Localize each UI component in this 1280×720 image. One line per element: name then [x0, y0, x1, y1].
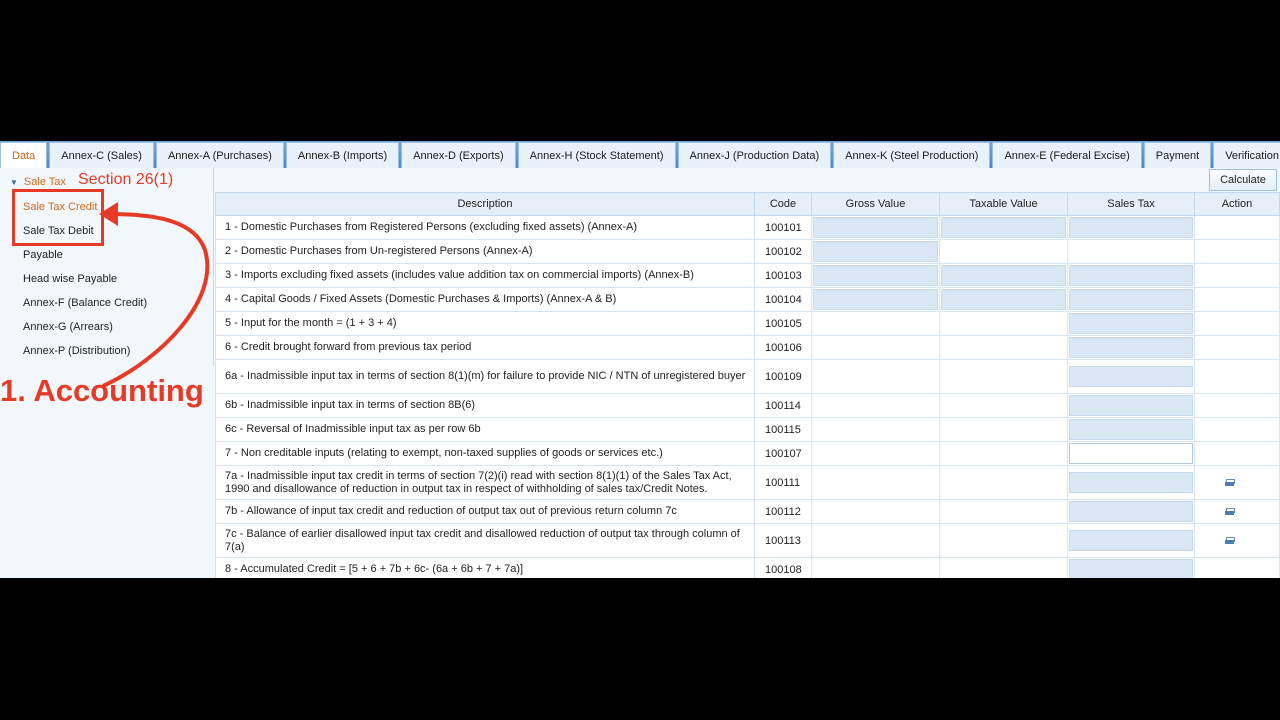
tab-annex-e-federal-excise[interactable]: Annex-E (Federal Excise) — [992, 142, 1141, 168]
tab-verification[interactable]: Verification — [1213, 142, 1280, 168]
sidebar-item-payable[interactable]: Payable — [23, 249, 63, 261]
row-description: 8 - Accumulated Credit = [5 + 6 + 7b + 6c- (6a + 6b + 7 + 7a)] — [216, 558, 755, 579]
sidebar-item-annex-g-arrears[interactable]: Annex-G (Arrears) — [23, 321, 113, 333]
row-code: 100107 — [755, 442, 812, 466]
row-code: 100104 — [755, 288, 812, 312]
column-header-sales-tax: Sales Tax — [1068, 193, 1195, 216]
tab-annex-b-imports[interactable]: Annex-B (Imports) — [286, 142, 399, 168]
tab-annex-d-exports[interactable]: Annex-D (Exports) — [401, 142, 515, 168]
row-code: 100113 — [755, 524, 812, 558]
row-description: 5 - Input for the month = (1 + 3 + 4) — [216, 312, 755, 336]
sidebar-item-annex-p-distribution[interactable]: Annex-P (Distribution) — [23, 345, 131, 357]
row-description: 6c - Reversal of Inadmissible input tax as per row 6b — [216, 418, 755, 442]
column-header-action: Action — [1195, 193, 1280, 216]
tab-annex-c-sales[interactable]: Annex-C (Sales) — [49, 142, 154, 168]
sidebar-item-sale-tax-debit[interactable]: Sale Tax Debit — [23, 225, 94, 237]
row-code: 100109 — [755, 360, 812, 394]
row-description: 2 - Domestic Purchases from Un-registered Persons (Annex-A) — [216, 240, 755, 264]
column-header-description: Description — [216, 193, 755, 216]
tab-data[interactable]: Data — [0, 142, 47, 168]
column-header-gross-value: Gross Value — [812, 193, 940, 216]
row-description: 6a - Inadmissible input tax in terms of section 8(1)(m) for failure to provide NIC / NTN of unregistered buyer — [216, 360, 755, 394]
tab-annex-k-steel-production[interactable]: Annex-K (Steel Production) — [833, 142, 990, 168]
row-description: 7a - Inadmissible input tax credit in terms of section 7(2)(i) read with section 8(1)(1) of the Sales Tax Act, 1990 and disallowance of reduction in output tax in respect of withholding of sales tax/Credit Notes. — [216, 466, 755, 500]
row-code: 100108 — [755, 558, 812, 579]
row-code: 100105 — [755, 312, 812, 336]
accounting-annotation: 1. Accounting — [0, 373, 204, 408]
row-code: 100103 — [755, 264, 812, 288]
sidebar-item-head-wise-payable[interactable]: Head wise Payable — [23, 273, 118, 285]
sidebar-item-annex-f-balance-credit[interactable]: Annex-F (Balance Credit) — [23, 297, 148, 309]
row-description: 3 - Imports excluding fixed assets (includes value addition tax on commercial imports) (Annex-B) — [216, 264, 755, 288]
row-code: 100102 — [755, 240, 812, 264]
row-description: 6b - Inadmissible input tax in terms of section 8B(6) — [216, 394, 755, 418]
row-code: 100112 — [755, 500, 812, 524]
column-header-taxable-value: Taxable Value — [940, 193, 1068, 216]
column-header-code: Code — [755, 193, 812, 216]
calculate-button[interactable]: Calculate — [1209, 169, 1277, 191]
row-code: 100106 — [755, 336, 812, 360]
tab-annex-h-stock-statement[interactable]: Annex-H (Stock Statement) — [518, 142, 676, 168]
row-code: 100114 — [755, 394, 812, 418]
row-description: 7b - Allowance of input tax credit and reduction of output tax out of previous return column 7c — [216, 500, 755, 524]
row-description: 6 - Credit brought forward from previous tax period — [216, 336, 755, 360]
tab-payment[interactable]: Payment — [1144, 142, 1211, 168]
row-code: 100101 — [755, 216, 812, 240]
tab-annex-j-production-data[interactable]: Annex-J (Production Data) — [678, 142, 832, 168]
tab-annex-a-purchases[interactable]: Annex-A (Purchases) — [156, 142, 284, 168]
expand-triangle-icon[interactable]: ▼ — [10, 177, 18, 187]
row-description: 1 - Domestic Purchases from Registered Persons (excluding fixed assets) (Annex-A) — [216, 216, 755, 240]
row-code: 100115 — [755, 418, 812, 442]
sidebar-header-label: Sale Tax — [23, 176, 66, 188]
row-description: 4 - Capital Goods / Fixed Assets (Domestic Purchases & Imports) (Annex-A & B) — [216, 288, 755, 312]
row-description: 7c - Balance of earlier disallowed input tax credit and disallowed reduction of output tax through column of 7(a) — [216, 524, 755, 558]
row-code: 100111 — [755, 466, 812, 500]
row-description: 7 - Non creditable inputs (relating to exempt, non-taxed supplies of goods or services etc.) — [216, 442, 755, 466]
section-annotation: Section 26(1) — [78, 171, 174, 188]
sidebar-item-sale-tax-credit[interactable]: Sale Tax Credit — [23, 201, 98, 213]
